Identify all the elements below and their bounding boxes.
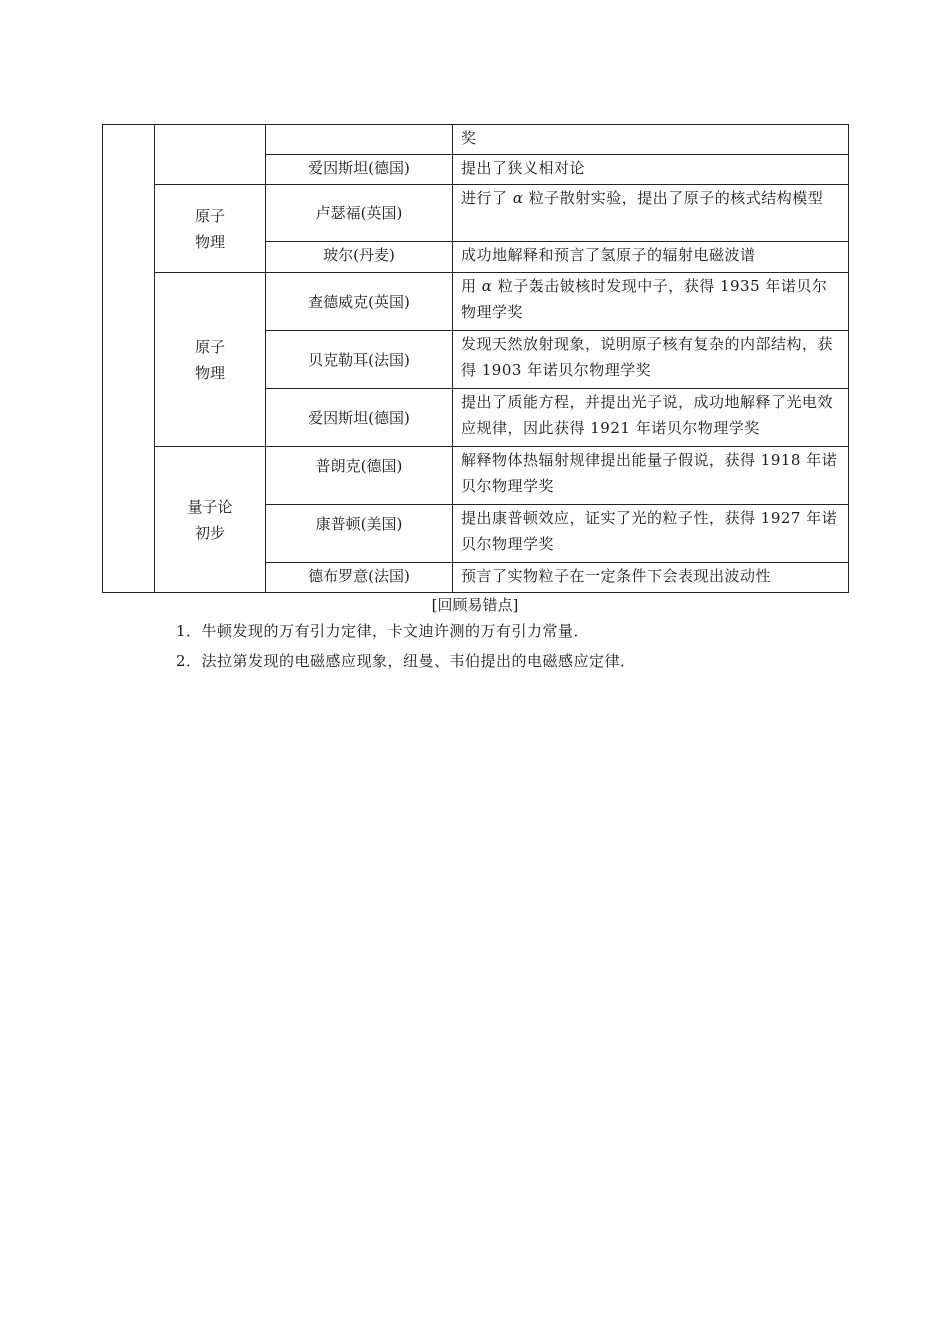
category-cell <box>155 447 266 593</box>
scientist-cell: 康普顿(美国) <box>266 505 453 563</box>
achievement-cell: 奖 <box>453 125 849 155</box>
alpha-symbol: α <box>512 189 524 207</box>
scientist-cell: 爱因斯坦(德国) <box>266 155 453 185</box>
category-cell <box>155 125 266 185</box>
achievement-text: 粒子轰击铍核时发现中子，获得 1935 年诺贝尔物理学奖 <box>461 277 828 321</box>
section-column-cell <box>103 125 155 593</box>
achievement-cell: 提出了狭义相对论 <box>453 155 849 185</box>
achievement-cell: 解释物体热辐射规律提出能量子假说，获得 1918 年诺贝尔物理学奖 <box>453 447 849 505</box>
category-cell <box>155 185 266 273</box>
achievement-cell: 发现天然放射现象，说明原子核有复杂的内部结构，获得 1903 年诺贝尔物理学奖 <box>453 331 849 389</box>
scientist-cell: 爱因斯坦(德国) <box>266 389 453 447</box>
category-label: 物理 <box>194 232 225 251</box>
achievement-cell <box>453 273 849 331</box>
achievement-cell: 提出康普顿效应，证实了光的粒子性，获得 1927 年诺贝尔物理学奖 <box>453 505 849 563</box>
table-row <box>103 125 849 155</box>
scientist-cell: 查德威克(英国) <box>266 273 453 331</box>
category-label: 量子论 <box>187 497 233 516</box>
achievement-cell: 成功地解释和预言了氢原子的辐射电磁波谱 <box>453 242 849 273</box>
review-point: 2．法拉第发现的电磁感应现象，纽曼、韦伯提出的电磁感应定律． <box>176 652 636 670</box>
scientist-cell: 卢瑟福(英国) <box>266 185 453 242</box>
achievement-text: 进行了 <box>461 189 513 207</box>
scientist-cell <box>266 125 453 155</box>
category-label: 物理 <box>194 363 225 382</box>
review-point: 1．牛顿发现的万有引力定律，卡文迪许测的万有引力常量． <box>176 622 590 640</box>
category-label: 初步 <box>194 523 225 542</box>
alpha-symbol: α <box>481 277 493 295</box>
category-cell <box>155 273 266 447</box>
scientist-cell: 德布罗意(法国) <box>266 563 453 593</box>
table-row <box>103 185 849 242</box>
table-row <box>103 273 849 331</box>
review-heading: [回顾易错点] <box>431 596 519 614</box>
achievement-cell <box>453 185 849 242</box>
achievement-text: 用 <box>461 277 482 295</box>
achievement-text: 粒子散射实验，提出了原子的核式结构模型 <box>523 189 824 207</box>
category-label: 原子 <box>194 337 225 356</box>
scientist-cell: 贝克勒耳(法国) <box>266 331 453 389</box>
scientist-cell: 玻尔(丹麦) <box>266 242 453 273</box>
achievement-cell: 预言了实物粒子在一定条件下会表现出波动性 <box>453 563 849 593</box>
physics-history-table <box>102 124 849 593</box>
table-row <box>103 447 849 505</box>
achievement-cell: 提出了质能方程，并提出光子说，成功地解释了光电效应规律，因此获得 1921 年诺贝尔物理学奖 <box>453 389 849 447</box>
category-label: 原子 <box>194 206 225 225</box>
scientist-cell: 普朗克(德国) <box>266 447 453 505</box>
